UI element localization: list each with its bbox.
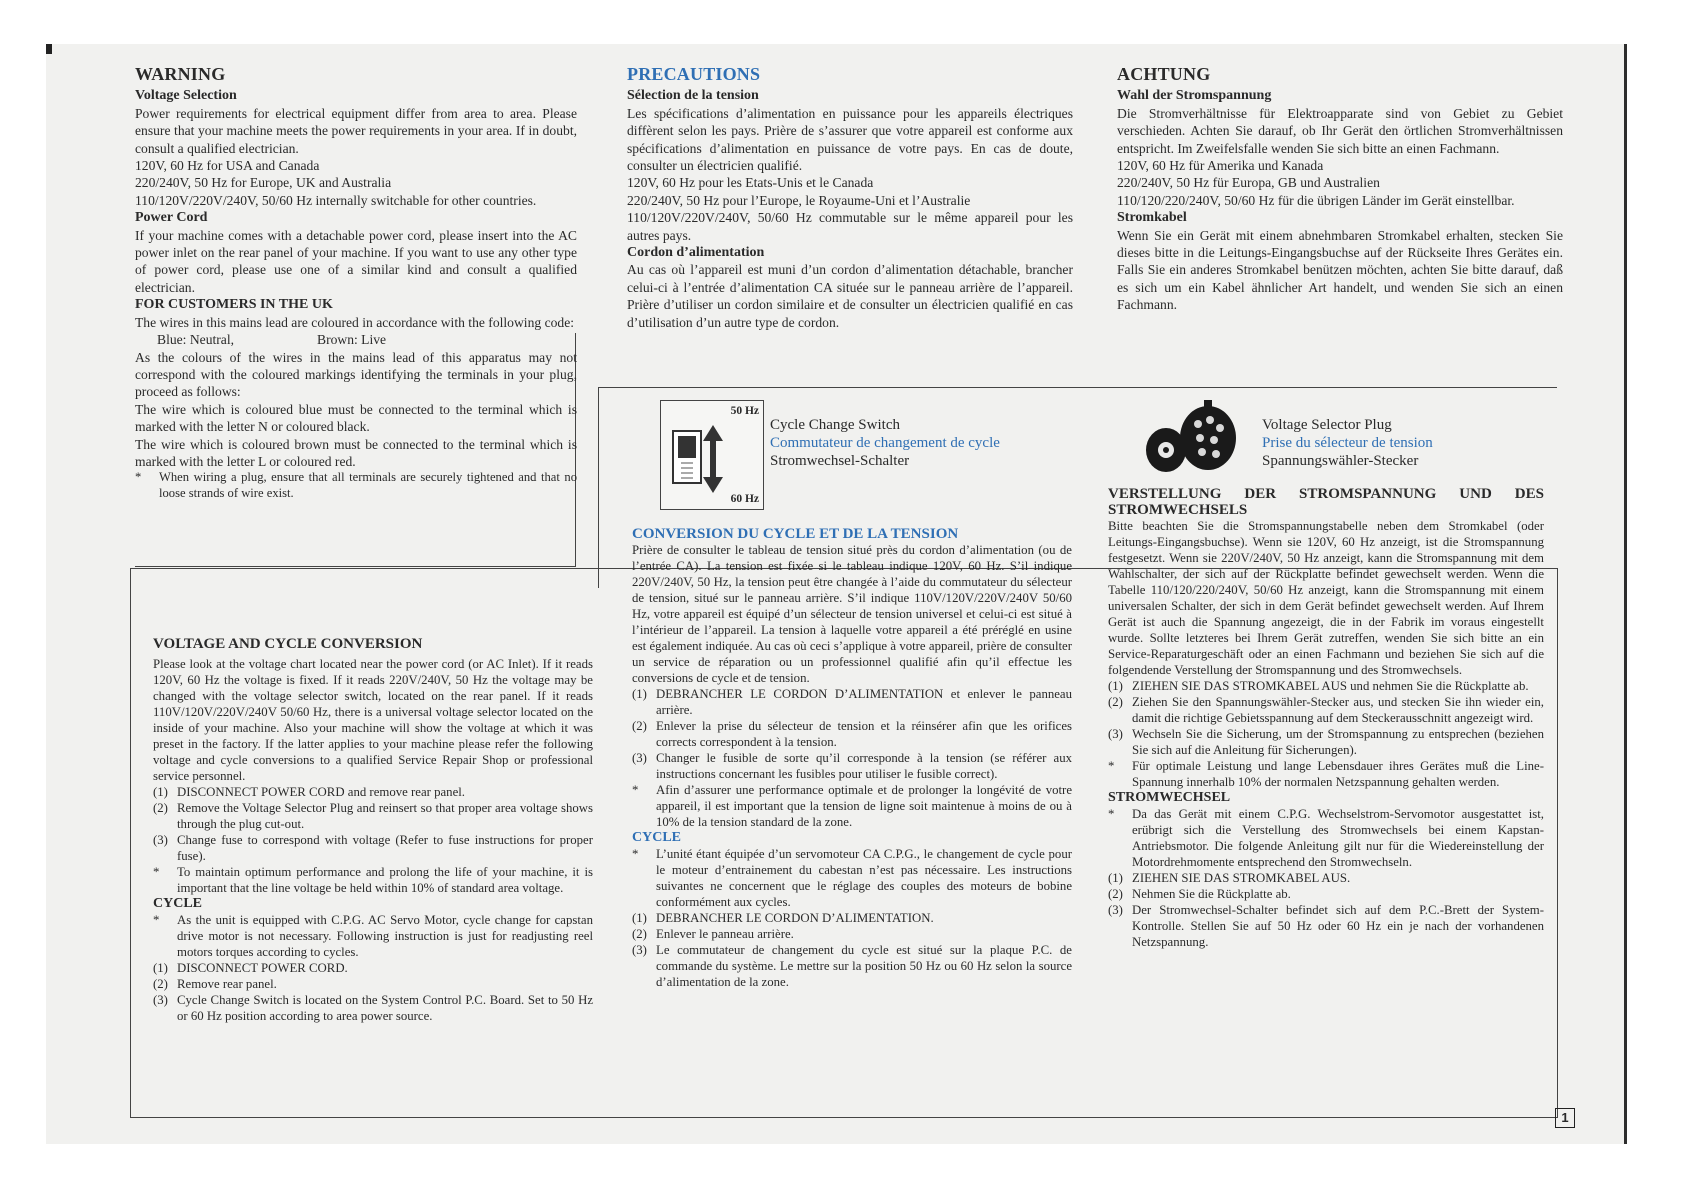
voltage-line-usa: 120V, 60 Hz for USA and Canada: [135, 158, 320, 174]
warning-title: WARNING: [135, 64, 226, 84]
cordon-heading: Cordon d’alimentation: [627, 245, 765, 261]
fr-cycle-title: CYCLE: [632, 830, 682, 845]
power-cord-text: If your machine comes with a detachable power cord, please insert into the AC power inlet on the rear panel of your machine. If you want to use any other type of power cord, please use one of a similar kind and consult a qualified electrician.: [135, 227, 577, 295]
en-cycle-step: (3) Cycle Change Switch is located on the System Control P.C. Board. Set to 50 Hz or 60 Hz position according to area power source.: [153, 993, 593, 1023]
en-cycle-step: * As the unit is equipped with C.P.G. AC Servo Motor, cycle change for capstan drive motor is not necessary. Following instruction is just for readjusting reel motors torques according to cycles.: [153, 913, 593, 959]
en-step: * To maintain optimum performance and prolong the life of your machine, it is important that the line voltage be held within 10% of standard area voltage.: [153, 865, 593, 895]
precautions-title: PRECAUTIONS: [627, 64, 761, 84]
de-conversion-title: VERSTELLUNG DER STROMSPANNUNG UND DES STROMWECHSELS: [1108, 486, 1544, 518]
plug-caption: [1262, 416, 1552, 470]
en-conversion-title: VOLTAGE AND CYCLE CONVERSION: [153, 636, 423, 652]
en-conversion-text: Please look at the voltage chart located near the power cord (or AC Inlet). If it reads 120V, 60 Hz the voltage is fixed. If it reads 220V/240V, 50 Hz the voltage may be changed with the voltage selector switch, located on the rear panel. If it reads 110V/120V/220V/240V 50/60 Hz, there is a universal voltage selector located on the inside of your machine. Also your machine will show the voltage at which it was preset in the factory. If the latter applies to your machine please refer the following voltage and cycle conversions to a qualified Service Repair Shop or professional service personnel.: [153, 657, 593, 783]
achtung-title: ACHTUNG: [1117, 64, 1211, 84]
fr-step: * Afin d’assurer une performance optimale et de prolonger la longévité de votre appareil, il est important que la tension de ligne soit maintenue à moins de ou à 10% de la tension standard de la zone.: [632, 783, 1072, 829]
fr-conversion-section: [632, 526, 1072, 990]
de-cycle-step: (3) Der Stromwechsel-Schalter befindet sich auf dem P.C.-Brett der System-Kontrolle. Stellen Sie auf 50 Hz oder 60 Hz ein je nach der vorhandenen Netzspannung.: [1108, 903, 1544, 949]
fr-step: (2) Enlever la prise du sélecteur de tension et la réinsérer afin que les orifices corrects correspondent à la tension.: [632, 719, 1072, 749]
en-step: (3) Change fuse to correspond with voltage (Refer to fuse instructions for proper fuse).: [153, 833, 593, 863]
label-50hz: 50 Hz: [730, 405, 759, 417]
de-step: (1) ZIEHEN SIE DAS STROMKABEL AUS und nehmen Sie die Rückplatte ab.: [1108, 679, 1529, 693]
en-conversion-section: [153, 636, 593, 1024]
strom-line-amerika: 120V, 60 Hz für Amerika und Kanada: [1117, 158, 1324, 174]
wire-code: [135, 331, 577, 348]
tension-line-europe: 220/240V, 50 Hz pour l’Europe, le Royaume-Uni et l’Australie: [627, 192, 971, 208]
switch-caption: [770, 416, 1050, 470]
label-60hz: 60 Hz: [730, 493, 759, 505]
fr-conversion-title: CONVERSION DU CYCLE ET DE LA TENSION: [632, 526, 959, 542]
de-conversion-steps: [1108, 678, 1544, 790]
power-cord-heading: Power Cord: [135, 210, 208, 226]
fr-step: (3) Changer le fusible de sorte qu’il corresponde à la tension (se référer aux instructions concernant les fusibles pour utiliser le fusible correct).: [632, 751, 1072, 781]
wahl-text: Die Stromverhältnisse für Elektroapparate sind von Gebiet zu Gebiet verschieden. Achten Sie darauf, ob Ihr Gerät den örtlichen Stromverhältnissen entspricht. Im Zweifelsfalle wenden Sie sich bitte an einen Fachmann.: [1117, 105, 1563, 156]
cycle-switch-diagram: [660, 400, 764, 510]
voltage-line-europe: 220/240V, 50 Hz for Europe, UK and Australia: [135, 175, 392, 191]
uk-text-colours: As the colours of the wires in the mains lead of this apparatus may not correspond with the coloured markings identifying the terminals in your plug, proceed as follows:: [135, 349, 577, 400]
tension-line-other: 110/120V/220V/240V, 50/60 Hz commutable sur le même appareil pour les autres pays.: [627, 210, 1073, 243]
voltage-selection-text: Power requirements for electrical equipment differ from area to area. Please ensure that your machine meets the power requirements in your area. If in doubt, consult a qualified electrician.: [135, 105, 577, 156]
stromkabel-heading: Stromkabel: [1117, 210, 1187, 226]
strom-line-europa: 220/240V, 50 Hz für Europa, GB und Australien: [1117, 175, 1380, 191]
de-cycle-title: STROMWECHSEL: [1108, 790, 1231, 805]
cordon-text: Au cas où l’appareil est muni d’un cordon d’alimentation détachable, brancher celui-ci à l’entrée d’alimentation CA située sur le panneau arrière de l’appareil. Prière d’utiliser un cordon similaire et de consulter un électricien qualifié en cas d’utilisation d’un autre type de cordon.: [627, 262, 1073, 330]
switch-icon: [661, 401, 763, 509]
en-conversion-steps: [153, 784, 593, 896]
uk-note-text: When wiring a plug, ensure that all terminals are securely tightened and that no loose strands of wire exist.: [159, 470, 577, 500]
uk-note-mark: *: [135, 470, 142, 485]
achtung-section: [1117, 66, 1563, 314]
voltage-selection-heading: Voltage Selection: [135, 88, 237, 104]
de-cycle-step: (1) ZIEHEN SIE DAS STROMKABEL AUS.: [1108, 871, 1351, 885]
en-cycle-step: (2) Remove rear panel.: [153, 977, 277, 991]
selection-tension-text: Les spécifications d’alimentation en puissance pour les appareils électriques diffèrent selon les pays. Prière de s’assurer que votre appareil est conforme aux spécifications d’alimentation en puissance de votre pays. En cas de doute, consulter un électricien qualifié.: [627, 105, 1073, 174]
stromkabel-text: Wenn Sie ein Gerät mit einem abnehmbaren Stromkabel erhalten, stecken Sie dieses bitte in die Leitungs-Eingangsbuchse auf der Rückseite Ihres Gerätes ein. Falls Sie ein anderes Stromkabel benützen möchten, achten Sie bitte darauf, daß es sich um ein Kabel ähnlicher Art handelt, und wenden Sie sich an einen Fachmann.: [1117, 227, 1563, 313]
switch-caption-de: Stromwechsel-Schalter: [770, 453, 910, 469]
uk-text-brown: The wire which is coloured brown must be connected to the terminal which is marked with the letter L or coloured red.: [135, 436, 577, 469]
precautions-section: [627, 66, 1073, 331]
voltage-line-other: 110/120V/220V/240V, 50/60 Hz internally switchable for other countries.: [135, 192, 537, 208]
en-step: (2) Remove the Voltage Selector Plug and reinsert so that proper area voltage shows through the plug cut-out.: [153, 801, 593, 831]
fr-cycle-step: (3) Le commutateur de changement du cycle est situé sur la plaque P.C. de commande du système. Le mettre sur la position 50 Hz ou 60 Hz selon la source d’alimentation de la zone.: [632, 943, 1072, 989]
de-conversion-text: Bitte beachten Sie die Stromspannungstabelle neben dem Stromkabel (oder Leitungs-Eingangsbuchse). Wenn sie 120V, 60 Hz anzeigt, ist die Stromspannung festgesetzt. Wenn sie 220V/240V, 50 Hz anzeigt, kann die Stromspannung mit dem Wahlschalter, der sich auf der Rückplatte befindet gewechselt werden. Wenn die Tabelle 110/120/220/240V, 50/60 Hz anzeigt, kann die Stromspannung mit einem universalen Schalter, der sich in dem Gerät befindet gewechselt werden. Auf Ihrem Gerät ist auch die Spannung angezeigt, die in der Fabrik im voraus eingestellt wurde. Sollte letzteres bei Ihrem Gerät zutreffen, wenden Sie sich bitte an ein Service-Reparaturgeschäft oder an einen Fachmann und beziehen Sie sich auf die folgendende Verstellung der Stromspannung und des Stromwechsels.: [1108, 519, 1544, 677]
de-step: * Für optimale Leistung und lange Lebensdauer ihres Gerätes muß die Line-Spannung innerhalb 10% der normalen Netzspannung gehalten werden.: [1108, 759, 1544, 789]
de-cycle-step: * Da das Gerät mit einem C.P.G. Wechselstrom-Servomotor ausgestattet ist, erübrigt sich die Verstellung des Stromwechsels bei einem Kapstan-Antriebsmotor. Die folgende Anleitung gilt nur für die Wiedereinstellung der Motordrehmomente entsprechend den Stromwechseln.: [1108, 807, 1544, 869]
fr-conversion-steps: [632, 686, 1072, 830]
de-conversion-section: [1108, 486, 1544, 950]
en-step: (1) DISCONNECT POWER CORD and remove rear panel.: [153, 785, 465, 799]
fr-cycle-step: (2) Enlever le panneau arrière.: [632, 927, 794, 941]
switch-caption-fr: Commutateur de changement de cycle: [770, 435, 1000, 451]
de-step: (2) Ziehen Sie den Spannungswähler-Stecker aus, und stecken Sie ihn wieder ein, damit die richtige Gebietsspannung auf dem Steckerausschnitt angezeigt wird.: [1108, 695, 1544, 725]
fr-conversion-text: Prière de consulter le tableau de tension situé près du cordon d’alimentation (ou de l’entrée CA). La tension est fixée si le tableau indique 120V, 60 Hz. S’il indique 220V/240V, 50 Hz, la tension peut être changée à l’aide du commutateur du sélecteur de tension, situé sur le panneau arrière. S’il indique 110V/120V/220V/240V 50/60 Hz, votre appareil est équipé d’un sélecteur de tension universel et celui-ci est situé à l’intérieur de l’appareil. La tension à laquelle votre appareil a été préréglé en usine est également indiquée. Au cas où ceci s’applique à votre appareil, prière de consulter un service de réparation ou un professionnel qualifié afin qu’il effectue les conversions de cycle et de tension.: [632, 543, 1072, 685]
fr-step: (1) DEBRANCHER LE CORDON D’ALIMENTATION et enlever le panneau arrière.: [632, 687, 1072, 717]
fr-cycle-step: * L’unité étant équipée d’un servomoteur CA C.P.G., le changement de cycle pour le moteur d’entrainement du cabestan n’est pas nécessaire. Les instructions suivantes ne concernent que le réglage des couples des moteurs de bobine conformément aux cycles.: [632, 847, 1072, 909]
wahl-heading: Wahl der Stromspannung: [1117, 88, 1272, 104]
en-cycle-title: CYCLE: [153, 896, 203, 911]
fr-cycle-step: (1) DEBRANCHER LE CORDON D’ALIMENTATION.: [632, 911, 934, 925]
de-step: (3) Wechseln Sie die Sicherung, um der Stromspannung zu entsprechen (beziehen Sie sich auf die Anleitung für Sicherungen).: [1108, 727, 1544, 757]
plug-caption-de: Spannungswähler-Stecker: [1262, 453, 1419, 469]
fr-cycle-steps: [632, 846, 1072, 990]
uk-customers-heading: FOR CUSTOMERS IN THE UK: [135, 297, 333, 313]
en-cycle-step: (1) DISCONNECT POWER CORD.: [153, 961, 348, 975]
page-number: 1: [1555, 1108, 1575, 1128]
en-cycle-steps: [153, 912, 593, 1024]
de-cycle-steps: [1108, 806, 1544, 950]
wire-brown: Brown: Live: [317, 332, 387, 348]
voltage-plug-icon: [1138, 398, 1246, 482]
plug-caption-en: Voltage Selector Plug: [1262, 417, 1392, 433]
tension-line-usa: 120V, 60 Hz pour les Etats-Unis et le Canada: [627, 175, 874, 191]
warning-section: [135, 66, 577, 502]
switch-caption-en: Cycle Change Switch: [770, 417, 900, 433]
uk-note: [135, 470, 577, 501]
wire-blue: Blue: Neutral,: [157, 332, 235, 348]
plug-caption-fr: Prise du sélecteur de tension: [1262, 435, 1433, 451]
selection-tension-heading: Sélection de la tension: [627, 88, 759, 104]
strom-line-other: 110/120/220/240V, 50/60 Hz für die übrigen Länder im Gerät einstellbar.: [1117, 192, 1515, 208]
de-cycle-step: (2) Nehmen Sie die Rückplatte ab.: [1108, 887, 1291, 901]
uk-text-code: The wires in this mains lead are coloured in accordance with the following code:: [135, 314, 575, 330]
uk-text-blue: The wire which is coloured blue must be connected to the terminal which is marked with the letter N or coloured black.: [135, 401, 577, 435]
